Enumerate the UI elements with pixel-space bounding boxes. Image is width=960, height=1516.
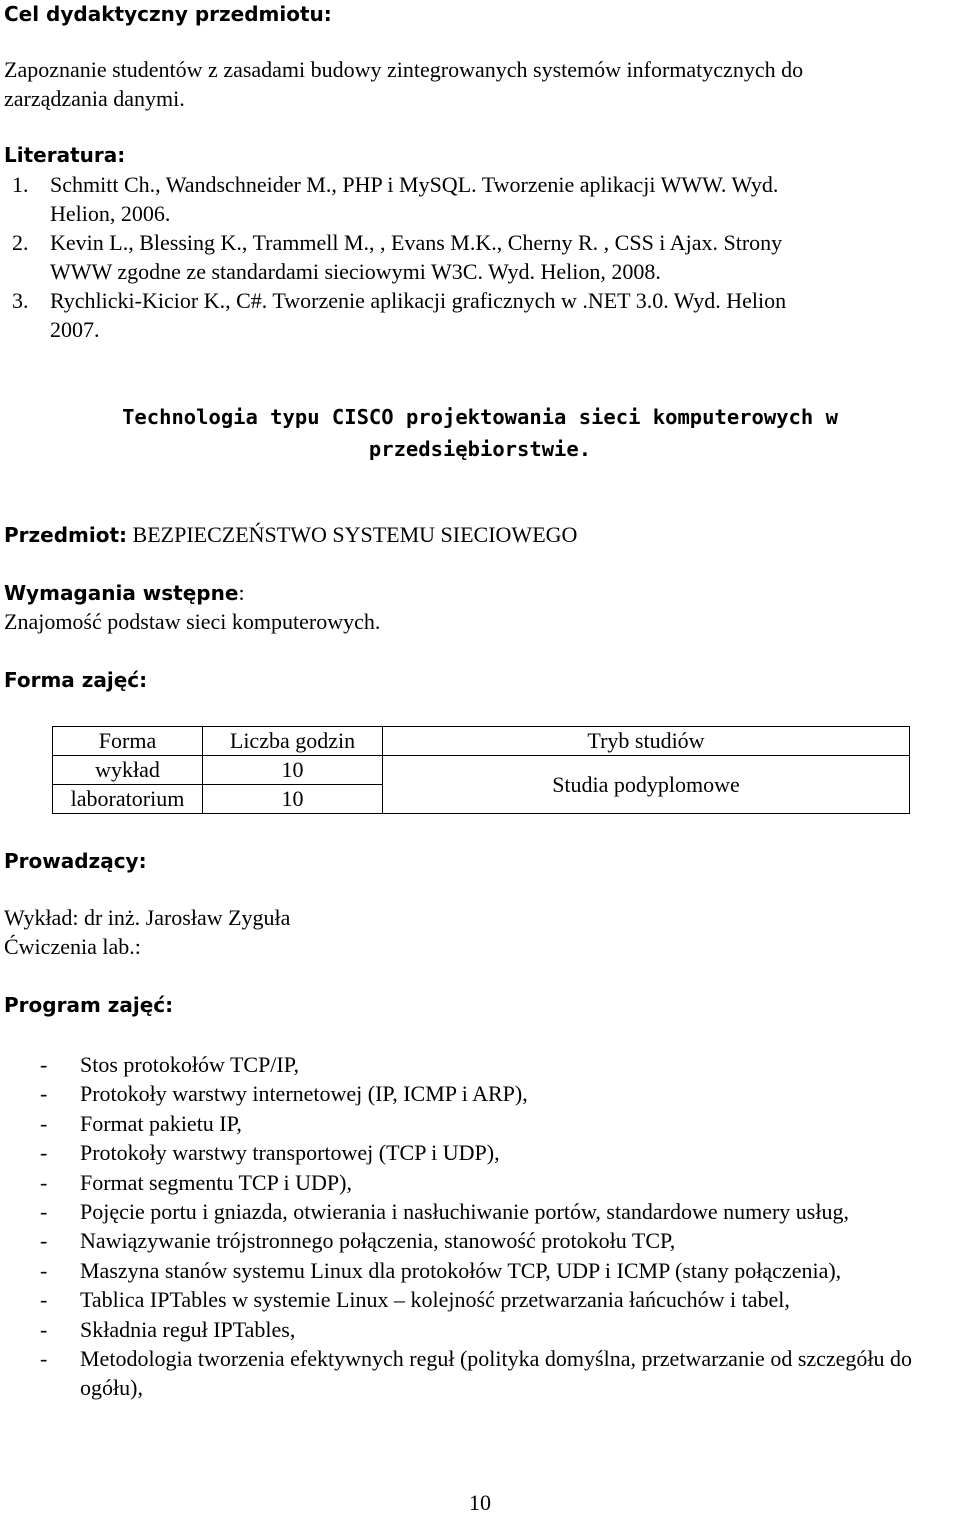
table-header-cell: Liczba godzin (203, 727, 383, 756)
program-list (40, 1050, 940, 1403)
list-dash: - (40, 1228, 48, 1254)
list-item (40, 1197, 940, 1226)
list-dash: - (40, 1110, 48, 1136)
table-cell-hours: 10 (203, 785, 383, 814)
requirements-label: Wymagania wstępne (4, 581, 239, 605)
table-header-cell: Tryb studiów (383, 727, 910, 756)
literature-item-number: 2. (12, 230, 29, 255)
lecture-label: Wykład: (4, 905, 79, 930)
section-title-line-1: Technologia typu CISCO projektowania sieci komputerowych w (122, 405, 838, 429)
list-dash: - (40, 1287, 48, 1313)
requirements-colon: : (238, 580, 245, 605)
list-item-text: Protokoły warstwy internetowej (IP, ICMP i ARP), (80, 1081, 528, 1107)
literature-item-text: Rychlicki-Kicior K., C#. Tworzenie aplikacji graficznych w .NET 3.0. Wyd. Helion (50, 288, 787, 313)
page-number: 10 (469, 1490, 491, 1515)
list-dash: - (40, 1346, 48, 1372)
list-item-text: Format pakietu IP, (80, 1110, 242, 1136)
list-item-text: Składnia reguł IPTables, (80, 1316, 296, 1342)
list-dash: - (40, 1257, 48, 1283)
list-item-text: Nawiązywanie trójstronnego połączenia, stanowość protokołu TCP, (80, 1228, 676, 1254)
literature-item-text: Helion, 2006. (50, 201, 171, 226)
list-item-text: Stos protokołów TCP/IP, (80, 1052, 300, 1077)
list-dash: - (40, 1169, 48, 1195)
table-header-cell: Forma (53, 727, 203, 756)
list-item (40, 1168, 940, 1197)
lecturers-heading: Prowadzący: (4, 849, 147, 873)
list-item-text: Pojęcie portu i gniazda, otwierania i nasłuchiwanie portów, standardowe numery usług, (80, 1199, 849, 1225)
literature-item-number: 1. (12, 172, 29, 197)
list-dash: - (40, 1052, 48, 1077)
list-item-text: Protokoły warstwy transportowej (TCP i UDP), (80, 1140, 500, 1166)
subject-label: Przedmiot: (4, 523, 128, 547)
forms-table (52, 726, 910, 814)
list-item-text: Format segmentu TCP i UDP), (80, 1169, 352, 1195)
literature-item-text: Kevin L., Blessing K., Trammell M., , Evans M.K., Cherny R. , CSS i Ajax. Strony (50, 230, 783, 255)
list-dash: - (40, 1316, 48, 1342)
goal-heading: Cel dydaktyczny przedmiotu: (4, 2, 332, 26)
list-item (40, 1138, 940, 1167)
list-item (40, 1226, 940, 1255)
list-item (40, 1315, 940, 1344)
list-item-text: Maszyna stanów systemu Linux dla protokołów TCP, UDP i ICMP (stany połączenia), (80, 1257, 842, 1283)
list-item-text: Metodologia tworzenia efektywnych reguł (polityka domyślna, przetwarzanie od szczegółu do ogółu), (80, 1346, 913, 1401)
table-cell-hours: 10 (203, 756, 383, 785)
list-item-text: Tablica IPTables w systemie Linux – kolejność przetwarzania łańcuchów i tabel, (80, 1287, 790, 1313)
list-dash: - (40, 1199, 48, 1225)
subject-line (4, 522, 577, 548)
list-dash: - (40, 1081, 48, 1107)
form-heading: Forma zajęć: (4, 668, 148, 692)
literature-item-text: WWW zgodne ze standardami sieciowymi W3C. Wyd. Helion, 2008. (50, 259, 661, 284)
table-header-row (53, 727, 910, 756)
lecture-value: dr inż. Jarosław Zyguła (78, 905, 291, 930)
list-item (40, 1050, 940, 1079)
list-item (40, 1256, 940, 1285)
list-dash: - (40, 1140, 48, 1166)
lecture-line (4, 905, 290, 931)
requirements-heading-line (4, 580, 245, 606)
table-row (53, 756, 910, 785)
goal-text-line-2: zarządzania danymi. (4, 86, 185, 111)
list-item (40, 1079, 940, 1108)
literature-item-text: 2007. (50, 317, 100, 342)
table-cell-form: laboratorium (53, 785, 203, 814)
literature-heading: Literatura: (4, 143, 126, 167)
list-item (40, 1285, 940, 1314)
literature-item-text: Schmitt Ch., Wandschneider M., PHP i MySQL. Tworzenie aplikacji WWW. Wyd. (50, 172, 779, 197)
goal-text-line-1: Zapoznanie studentów z zasadami budowy zintegrowanych systemów informatycznych do (4, 57, 804, 82)
table-cell-mode: Studia podyplomowe (383, 756, 910, 814)
section-title-line-2: przedsiębiorstwie. (368, 437, 592, 461)
list-item (40, 1109, 940, 1138)
literature-item-number: 3. (12, 288, 29, 313)
requirements-value: Znajomość podstaw sieci komputerowych. (4, 609, 381, 634)
list-item (40, 1344, 940, 1403)
table-cell-form: wykład (53, 756, 203, 785)
subject-value: BEZPIECZEŃSTWO SYSTEMU SIECIOWEGO (127, 522, 578, 547)
lab-label: Ćwiczenia lab.: (4, 934, 141, 959)
program-heading: Program zajęć: (4, 993, 174, 1017)
